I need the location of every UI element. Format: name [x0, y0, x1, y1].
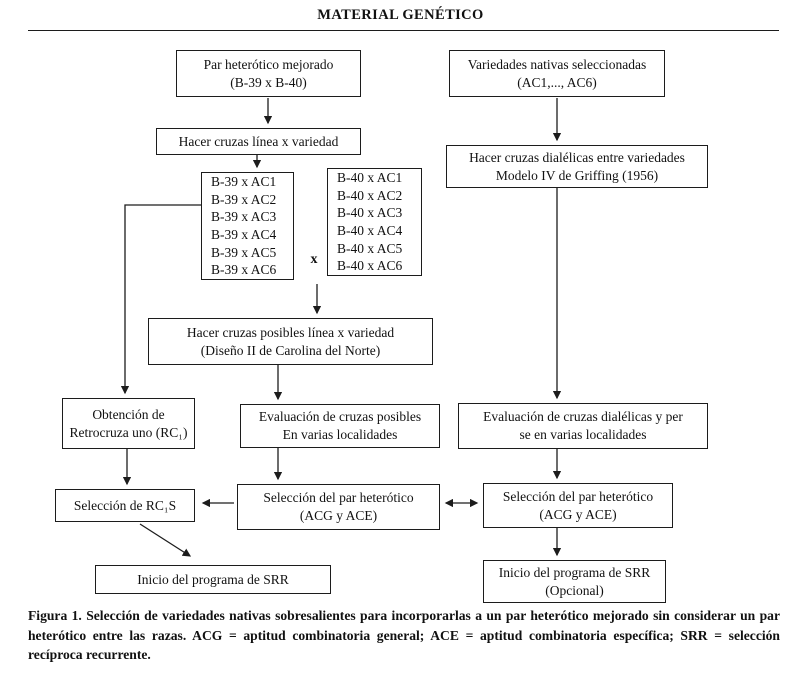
box-obtencion-retrocruza-line1: Obtención de [92, 406, 165, 422]
box-par-heterotico-line1: Par heterótico mejorado [203, 56, 334, 72]
box-inicio-srr-izquierda [95, 565, 331, 594]
box-inicio-srr-derecha-line2: (Opcional) [545, 582, 604, 598]
box-hacer-cruzas-posibles [148, 318, 433, 365]
box-seleccion-rc1s [55, 489, 195, 522]
figure-title: MATERIAL GENÉTICO [317, 7, 484, 23]
box-par-heterotico-line2: (B-39 x B-40) [230, 74, 307, 90]
box-evaluacion-dialelicas-line2: se en varias localidades [519, 427, 647, 442]
cross-item-b40-ac2: B-40 x AC2 [337, 187, 403, 203]
cross-item-b39-ac4: B-39 x AC4 [211, 227, 277, 242]
box-seleccion-rc1s-line1: Selección de RC₁S [73, 497, 177, 513]
box-seleccion-par-izquierda-line1: Selección del par heterótico [263, 490, 414, 506]
box-b39-crosses [201, 172, 294, 280]
box-variedades-nativas [449, 50, 665, 97]
box-seleccion-par-derecha-line2: (ACG y ACE) [539, 506, 617, 522]
box-inicio-srr-izquierda-line1: Inicio del programa de SRR [137, 571, 289, 587]
box-seleccion-par-izquierda [237, 484, 440, 530]
cross-item-b39-ac6: B-39 x AC6 [211, 262, 277, 278]
box-evaluacion-dialelicas [458, 403, 708, 449]
cross-item-b39-ac3: B-39 x AC3 [211, 209, 277, 225]
cross-multiplication-label: x [310, 252, 318, 267]
cross-item-b40-ac5: B-40 x AC5 [337, 240, 403, 256]
cross-item-b40-ac3: B-40 x AC3 [337, 205, 403, 221]
title-rule [28, 30, 779, 31]
cross-item-b40-ac1: B-40 x AC1 [337, 170, 403, 186]
box-inicio-srr-derecha-line1: Inicio del programa de SRR [498, 564, 651, 580]
cross-item-b39-ac5: B-39 x AC5 [211, 244, 277, 260]
cross-item-b40-ac6: B-40 x AC6 [337, 258, 403, 274]
box-variedades-nativas-line2: (AC1,..., AC6) [517, 74, 597, 90]
box-evaluacion-posibles-line1: Evaluación de cruzas posibles [258, 409, 422, 425]
box-evaluacion-posibles [240, 404, 440, 448]
box-hacer-cruzas-dialelicas-line1: Hacer cruzas dialélicas entre variedades [469, 149, 685, 165]
box-seleccion-par-derecha [483, 483, 673, 528]
box-inicio-srr-derecha [483, 560, 666, 603]
box-hacer-cruzas-posibles-line1: Hacer cruzas posibles línea x variedad [186, 324, 395, 340]
arrow-rc1s-to-inicio-srr-izq [140, 524, 190, 556]
box-hacer-cruzas-linea-line1: Hacer cruzas línea x variedad [178, 133, 339, 149]
box-obtencion-retrocruza-line2: Retrocruza uno (RC₁) [69, 424, 188, 440]
box-hacer-cruzas-linea [156, 128, 361, 155]
cross-item-b40-ac4: B-40 x AC4 [337, 223, 403, 238]
box-evaluacion-dialelicas-line1: Evaluación de cruzas dialélicas y per [483, 409, 683, 425]
figure-caption: Figura 1. Selección de variedades nativas sobresalientes para incorporarlas a un par heterótico mejorado sin considerar un par heterótico entre las razas. ACG = aptitud combinatoria general; ACE = aptitud combinatoria específica; SRR = selección recíproca recurrente. [28, 608, 780, 663]
cross-item-b39-ac1: B-39 x AC1 [211, 174, 277, 190]
box-obtencion-retrocruza [62, 398, 195, 449]
box-hacer-cruzas-dialelicas [446, 145, 708, 188]
box-variedades-nativas-line1: Variedades nativas seleccionadas [467, 56, 647, 72]
box-evaluacion-posibles-line2: En varias localidades [282, 427, 398, 442]
box-par-heterotico [176, 50, 361, 97]
box-hacer-cruzas-posibles-line2: (Diseño II de Carolina del Norte) [200, 342, 381, 358]
cross-item-b39-ac2: B-39 x AC2 [211, 191, 277, 207]
box-seleccion-par-izquierda-line2: (ACG y ACE) [299, 508, 378, 523]
box-b40-crosses [327, 168, 422, 276]
box-seleccion-par-derecha-line1: Selección del par heterótico [502, 488, 654, 504]
box-hacer-cruzas-dialelicas-line2: Modelo IV de Griffing (1956) [495, 167, 659, 183]
